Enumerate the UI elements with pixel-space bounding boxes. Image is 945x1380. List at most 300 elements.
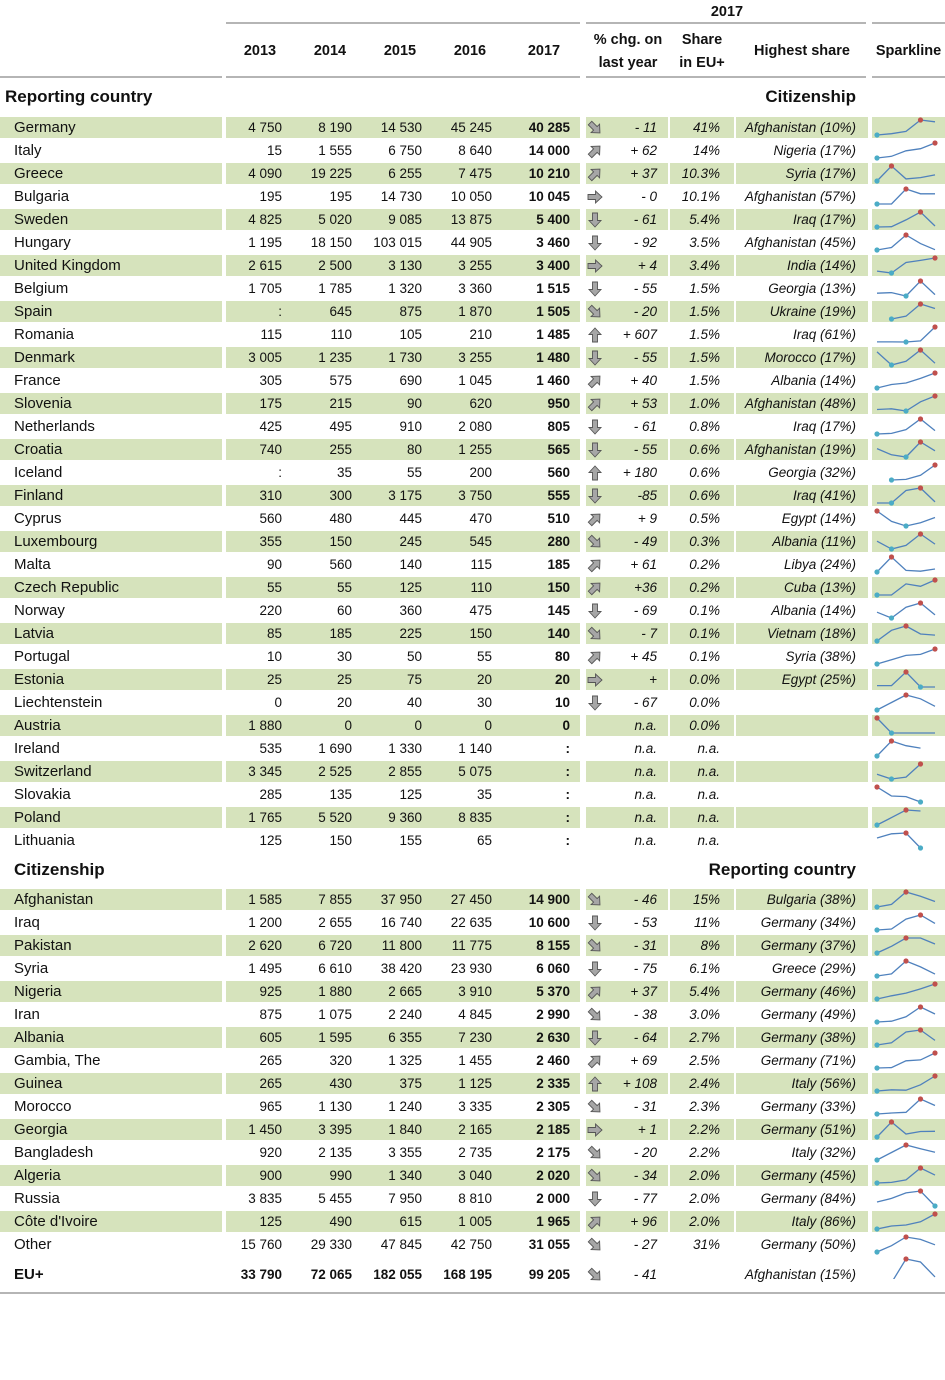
row-label: Ireland (14, 740, 60, 757)
sparkline-chart (874, 1096, 942, 1119)
value-2013: 90 (266, 557, 282, 572)
sparkline-low-point (874, 638, 879, 643)
value-2014: 6 610 (318, 961, 352, 976)
sparkline-high-point (932, 1050, 937, 1055)
highest-share (736, 829, 856, 852)
table-row (0, 691, 945, 714)
value-2015: 225 (399, 626, 422, 641)
sparkline-high-point (918, 1004, 923, 1009)
table-row (0, 783, 945, 806)
sparkline-low-point (874, 178, 879, 183)
sparkline-high-point (918, 117, 923, 122)
value-2015: 2 240 (388, 1007, 422, 1022)
share-in-eu: 2.2% (689, 1145, 720, 1160)
sparkline-path (877, 534, 935, 549)
highest-share: Albania (14%) (771, 603, 856, 618)
value-2017: 14 000 (528, 143, 570, 158)
row-label: Luxembourg (14, 533, 98, 550)
value-2014: 1 130 (318, 1099, 352, 1114)
share-in-eu: 1.5% (689, 281, 720, 296)
value-2013: 535 (259, 741, 282, 756)
highest-share: Cuba (13%) (783, 580, 856, 595)
value-2015: 615 (399, 1214, 422, 1229)
trend-down-arrow-icon (587, 915, 603, 931)
value-2014: 215 (329, 396, 352, 411)
value-2015: 3 355 (388, 1145, 422, 1160)
sparkline-low-point (889, 316, 894, 321)
value-2015: 1 240 (388, 1099, 422, 1114)
value-2014: 2 500 (318, 258, 352, 273)
sparkline-high-point (918, 278, 923, 283)
value-2016: 475 (469, 603, 492, 618)
value-2014: 7 855 (318, 892, 352, 907)
table-row (0, 369, 945, 392)
value-2017: 2 000 (536, 1191, 570, 1206)
value-2013: 310 (259, 488, 282, 503)
row-label: Russia (14, 1190, 60, 1207)
section1-left-title: Reporting country (5, 87, 153, 106)
sparkline-low-point (874, 996, 879, 1001)
share-in-eu: 0.1% (689, 626, 720, 641)
pct-change: + 37 (630, 984, 657, 999)
highest-share: Germany (71%) (760, 1053, 856, 1068)
highest-share (736, 760, 856, 783)
table-row (0, 806, 945, 829)
value-2015: 14 730 (380, 189, 422, 204)
value-2013: 1 880 (248, 718, 282, 733)
sparkline-low-point (874, 569, 879, 574)
value-2017: 145 (547, 603, 570, 618)
trend-down-right-arrow-icon (587, 304, 603, 320)
value-2017: 1 515 (536, 281, 570, 296)
pct-change: n.a. (634, 764, 657, 779)
table-row (0, 346, 945, 369)
value-2017: 2 305 (536, 1099, 570, 1114)
value-2014: 5 455 (318, 1191, 352, 1206)
value-2013: 965 (259, 1099, 282, 1114)
highest-share: Germany (45%) (760, 1168, 856, 1183)
sparkline-path (877, 649, 935, 664)
share-in-eu: n.a. (697, 833, 720, 848)
sparkline-chart (874, 738, 942, 761)
value-2016: 23 930 (450, 961, 492, 976)
sparkline-chart (874, 370, 942, 393)
sparkline-high-point (903, 669, 908, 674)
value-2014: 5 020 (318, 212, 352, 227)
value-2015: 0 (414, 718, 422, 733)
value-2016: 210 (469, 327, 492, 342)
share-in-eu: 0.5% (689, 511, 720, 526)
value-2015: 80 (406, 442, 422, 457)
table-row (0, 957, 945, 980)
highest-share: Germany (33%) (760, 1099, 856, 1114)
value-2016: 150 (469, 626, 492, 641)
sparkline-high-point (903, 807, 908, 812)
sparkline-low-point (874, 950, 879, 955)
value-2016: 7 230 (458, 1030, 492, 1045)
value-2014: 2 655 (318, 915, 352, 930)
sparkline-low-point (874, 1134, 879, 1139)
value-2014: 1 075 (318, 1007, 352, 1022)
pct-change: - 67 (633, 695, 657, 710)
sparkline-path (877, 718, 935, 733)
sparkline-high-point (874, 508, 879, 513)
sparkline-high-point (918, 209, 923, 214)
sparkline-chart (874, 554, 942, 577)
value-2013: 3 005 (248, 350, 282, 365)
share-in-eu: 0.0% (689, 695, 720, 710)
highest-share: Italy (32%) (791, 1145, 856, 1160)
value-2014: 18 150 (310, 235, 352, 250)
value-2014: 320 (329, 1053, 352, 1068)
sparkline-high-point (918, 301, 923, 306)
value-2015: 40 (406, 695, 422, 710)
row-label: Finland (14, 487, 64, 504)
sparkline-path (877, 580, 935, 595)
highest-share: Georgia (13%) (768, 281, 856, 296)
value-2016: 5 075 (458, 764, 492, 779)
sparkline-low-point (874, 1111, 879, 1116)
sparkline-chart (874, 623, 942, 646)
sparkline-chart (874, 1004, 942, 1027)
sparkline-high-point (918, 1188, 923, 1193)
value-2013: : (278, 465, 282, 480)
row-label: Italy (14, 142, 42, 159)
value-2015: 690 (399, 373, 422, 388)
row-label: Switzerland (14, 763, 92, 780)
share-in-eu: 2.0% (689, 1191, 720, 1206)
table-row (0, 645, 945, 668)
value-2013: 1 585 (248, 892, 282, 907)
row-label: Netherlands (14, 418, 95, 435)
sparkline-low-point (903, 408, 908, 413)
table-row (0, 599, 945, 622)
trend-down-arrow-icon (587, 488, 603, 504)
value-2013: 125 (259, 833, 282, 848)
share-in-eu: 8% (700, 938, 720, 953)
value-2017: 40 285 (528, 120, 570, 135)
value-2013: 425 (259, 419, 282, 434)
highest-share: Germany (49%) (760, 1007, 856, 1022)
table-row (0, 760, 945, 783)
highest-share: Germany (46%) (760, 984, 856, 999)
row-label: Spain (14, 303, 53, 320)
trend-down-right-arrow-icon (587, 1267, 603, 1283)
table-row (0, 461, 945, 484)
sparkline-path (877, 741, 921, 756)
sparkline-chart (874, 393, 942, 416)
row-label: Belgium (14, 280, 69, 297)
value-2016: 1 005 (458, 1214, 492, 1229)
value-2016: 45 245 (450, 120, 492, 135)
value-2015: 1 325 (388, 1053, 422, 1068)
value-2014: 480 (329, 511, 352, 526)
value-2014: 255 (329, 442, 352, 457)
value-2017: 1 460 (536, 373, 570, 388)
sparkline-chart (874, 1211, 942, 1234)
sparkline-high-point (889, 738, 894, 743)
pct-change-header-line1: % chg. on (593, 32, 663, 48)
share-in-eu: 14% (692, 143, 720, 158)
value-2014: 150 (329, 534, 352, 549)
row-label: Albania (14, 1029, 65, 1046)
row-label: Czech Republic (14, 579, 120, 596)
value-2014: 560 (329, 557, 352, 572)
pct-change: - 0 (641, 189, 657, 204)
sparkline-high-point (903, 692, 908, 697)
highest-share: Iraq (17%) (792, 419, 856, 434)
value-2017: 1 485 (536, 327, 570, 342)
sparkline-low-point (903, 293, 908, 298)
value-2013: 1 705 (248, 281, 282, 296)
value-2017: 510 (547, 511, 570, 526)
sparkline-high-point (918, 912, 923, 917)
value-2015: 9 360 (388, 810, 422, 825)
sparkline-high-point (932, 140, 937, 145)
pct-change: - 69 (633, 603, 657, 618)
highest-share: Bulgaria (38%) (766, 892, 856, 907)
row-label: Greece (14, 165, 64, 182)
sparkline-path (877, 120, 935, 135)
highest-share: Afghanistan (19%) (744, 442, 856, 457)
value-2017: : (565, 764, 570, 779)
value-2014: 110 (330, 327, 352, 342)
value-2017: 565 (547, 442, 570, 457)
col-2013-header: 2013 (243, 43, 277, 59)
sparkline-high-point (932, 981, 937, 986)
trend-down-right-arrow-icon (587, 120, 603, 136)
trend-right-arrow-icon (587, 258, 603, 274)
sparkline-low-point (932, 1203, 937, 1208)
value-2017: 140 (547, 626, 570, 641)
sparkline-low-point (874, 1088, 879, 1093)
share-in-eu: 0.1% (689, 603, 720, 618)
sparkline-low-point (889, 500, 894, 505)
row-label: Poland (14, 809, 61, 826)
pct-change: - 77 (633, 1191, 657, 1206)
row-label: Austria (14, 717, 61, 734)
value-2014: 35 (336, 465, 352, 480)
row-label: Other (14, 1236, 52, 1253)
row-label: Liechtenstein (14, 694, 103, 711)
share-in-eu: 0.1% (689, 649, 720, 664)
pct-change: - 27 (633, 1237, 657, 1252)
share-in-eu: 0.0% (689, 718, 720, 733)
trend-down-right-arrow-icon (587, 626, 603, 642)
table-row (0, 934, 945, 957)
value-2015: 6 255 (388, 166, 422, 181)
sparkline-low-point (874, 385, 879, 390)
sparkline-low-point (874, 753, 879, 758)
value-2016: 65 (476, 833, 492, 848)
share-in-eu: 5.4% (689, 984, 720, 999)
value-2016: 3 255 (458, 350, 492, 365)
value-2015: 37 950 (380, 892, 422, 907)
pct-change: - 7 (641, 626, 657, 641)
sparkline-chart (874, 692, 942, 715)
table-row (0, 323, 945, 346)
value-2015: 90 (406, 396, 422, 411)
value-2017: 10 045 (528, 189, 570, 204)
sparkline-chart (874, 301, 942, 324)
table-row (0, 1187, 945, 1210)
value-2014: 430 (329, 1076, 352, 1091)
value-2013: 175 (259, 396, 282, 411)
trend-down-arrow-icon (587, 961, 603, 977)
sparkline-low-point (874, 1019, 879, 1024)
value-2015: 140 (399, 557, 422, 572)
value-2016: 7 475 (458, 166, 492, 181)
sparkline-path (877, 915, 935, 930)
sparkline-chart (874, 347, 942, 370)
value-2015: 1 330 (388, 741, 422, 756)
sparkline-high-point (903, 830, 908, 835)
value-2016: 168 195 (443, 1267, 492, 1282)
pct-change: - 53 (633, 915, 657, 930)
value-2015: 155 (399, 833, 422, 848)
value-2017: 1 965 (536, 1214, 570, 1229)
value-2016: 1 255 (458, 442, 492, 457)
trend-right-arrow-icon (587, 189, 603, 205)
value-2015: 11 800 (381, 938, 422, 953)
value-2017: 2 335 (536, 1076, 570, 1091)
highest-share: Syria (17%) (785, 166, 856, 181)
sparkline-chart (874, 1234, 942, 1257)
value-2014: 19 225 (310, 166, 352, 181)
table-row (0, 1210, 945, 1233)
highest-share: Germany (38%) (760, 1030, 856, 1045)
value-2016: 35 (476, 787, 492, 802)
value-2013: 1 765 (248, 810, 282, 825)
row-label: Georgia (14, 1121, 68, 1138)
pct-change: - 20 (633, 1145, 657, 1160)
row-label: Syria (14, 960, 49, 977)
value-2013: 3 345 (248, 764, 282, 779)
row-label: Croatia (14, 441, 63, 458)
row-label: Sweden (14, 211, 69, 228)
trend-up-right-arrow-icon (587, 580, 603, 596)
table-row (0, 1049, 945, 1072)
sparkline-chart (874, 981, 942, 1004)
value-2014: 29 330 (310, 1237, 352, 1252)
header-bottom-rule-spark (872, 76, 945, 78)
highest-share: Iraq (61%) (792, 327, 856, 342)
row-label: Bangladesh (14, 1144, 94, 1161)
row-label: Afghanistan (14, 891, 94, 908)
value-2017: 950 (547, 396, 570, 411)
row-label: Latvia (14, 625, 55, 642)
sparkline-low-point (874, 1249, 879, 1254)
value-2016: 3 255 (458, 258, 492, 273)
value-2013: 15 (266, 143, 282, 158)
sparkline-high-point (874, 784, 879, 789)
pct-change: +36 (634, 580, 657, 595)
sparkline-high-point (903, 1234, 908, 1239)
sparkline-low-point (889, 776, 894, 781)
trend-down-right-arrow-icon (587, 938, 603, 954)
value-2016: 44 905 (450, 235, 492, 250)
value-2017: 31 055 (528, 1237, 570, 1252)
value-2013: 125 (259, 1214, 282, 1229)
highest-share: Ukraine (19%) (769, 304, 856, 319)
value-2016: 2 735 (458, 1145, 492, 1160)
value-2014: 6 720 (318, 938, 352, 953)
sparkline-chart (874, 889, 942, 912)
sparkline-low-point (889, 615, 894, 620)
value-2016: 620 (469, 396, 492, 411)
sparkline-chart (874, 1027, 942, 1050)
row-label: Lithuania (14, 832, 75, 849)
sparkline-path (892, 304, 936, 319)
section2-left-title: Citizenship (14, 860, 105, 879)
sparkline-path (877, 488, 935, 503)
share-in-eu: 3.0% (689, 1007, 720, 1022)
value-2013: 115 (260, 327, 282, 342)
sparkline-path (877, 143, 935, 158)
pct-change: - 92 (633, 235, 657, 250)
sparkline-path (877, 1214, 935, 1229)
value-2013: 740 (259, 442, 282, 457)
share-in-eu: n.a. (697, 764, 720, 779)
sparkline-low-point (874, 224, 879, 229)
table-row (0, 231, 945, 254)
value-2016: 3 750 (458, 488, 492, 503)
highest-share: Germany (84%) (760, 1191, 856, 1206)
share-in-eu: 2.3% (689, 1099, 720, 1114)
value-2014: 1 880 (318, 984, 352, 999)
value-2013: 4 750 (248, 120, 282, 135)
value-2015: 50 (406, 649, 422, 664)
share-in-eu: 41% (692, 120, 720, 135)
value-2014: 0 (344, 718, 352, 733)
value-2015: 105 (399, 327, 422, 342)
sparkline-path (877, 212, 935, 227)
value-2015: 3 130 (388, 258, 422, 273)
sparkline-chart (874, 600, 942, 623)
value-2017: 560 (547, 465, 570, 480)
table-row (0, 714, 945, 737)
pct-change-header-line2: last year (598, 55, 658, 71)
value-2013: 4 825 (248, 212, 282, 227)
sparkline-high-point (918, 531, 923, 536)
table-row (0, 829, 945, 852)
sparkline-low-point (903, 339, 908, 344)
value-2016: 1 870 (458, 304, 492, 319)
pct-change: n.a. (634, 787, 657, 802)
trend-down-arrow-icon (587, 235, 603, 251)
value-2016: 11 775 (451, 938, 492, 953)
value-2016: 470 (469, 511, 492, 526)
pct-change: + 180 (622, 465, 657, 480)
pct-change: - 55 (633, 281, 657, 296)
share-in-eu: 10.3% (681, 166, 720, 181)
row-label: Norway (14, 602, 65, 619)
highest-share: Afghanistan (57%) (744, 189, 856, 204)
value-2015: 75 (406, 672, 422, 687)
value-2016: 20 (476, 672, 492, 687)
row-label: Gambia, The (14, 1052, 101, 1069)
trend-down-right-arrow-icon (587, 1007, 603, 1023)
pct-change: n.a. (634, 833, 657, 848)
value-2014: 72 065 (310, 1267, 352, 1282)
share-in-eu: 2.4% (689, 1076, 720, 1091)
pct-change: - 55 (633, 442, 657, 457)
highest-share: Egypt (25%) (781, 672, 856, 687)
highest-share: Germany (34%) (760, 915, 856, 930)
value-2017: : (565, 741, 570, 756)
trend-down-arrow-icon (587, 442, 603, 458)
sparkline-chart (874, 1050, 942, 1073)
